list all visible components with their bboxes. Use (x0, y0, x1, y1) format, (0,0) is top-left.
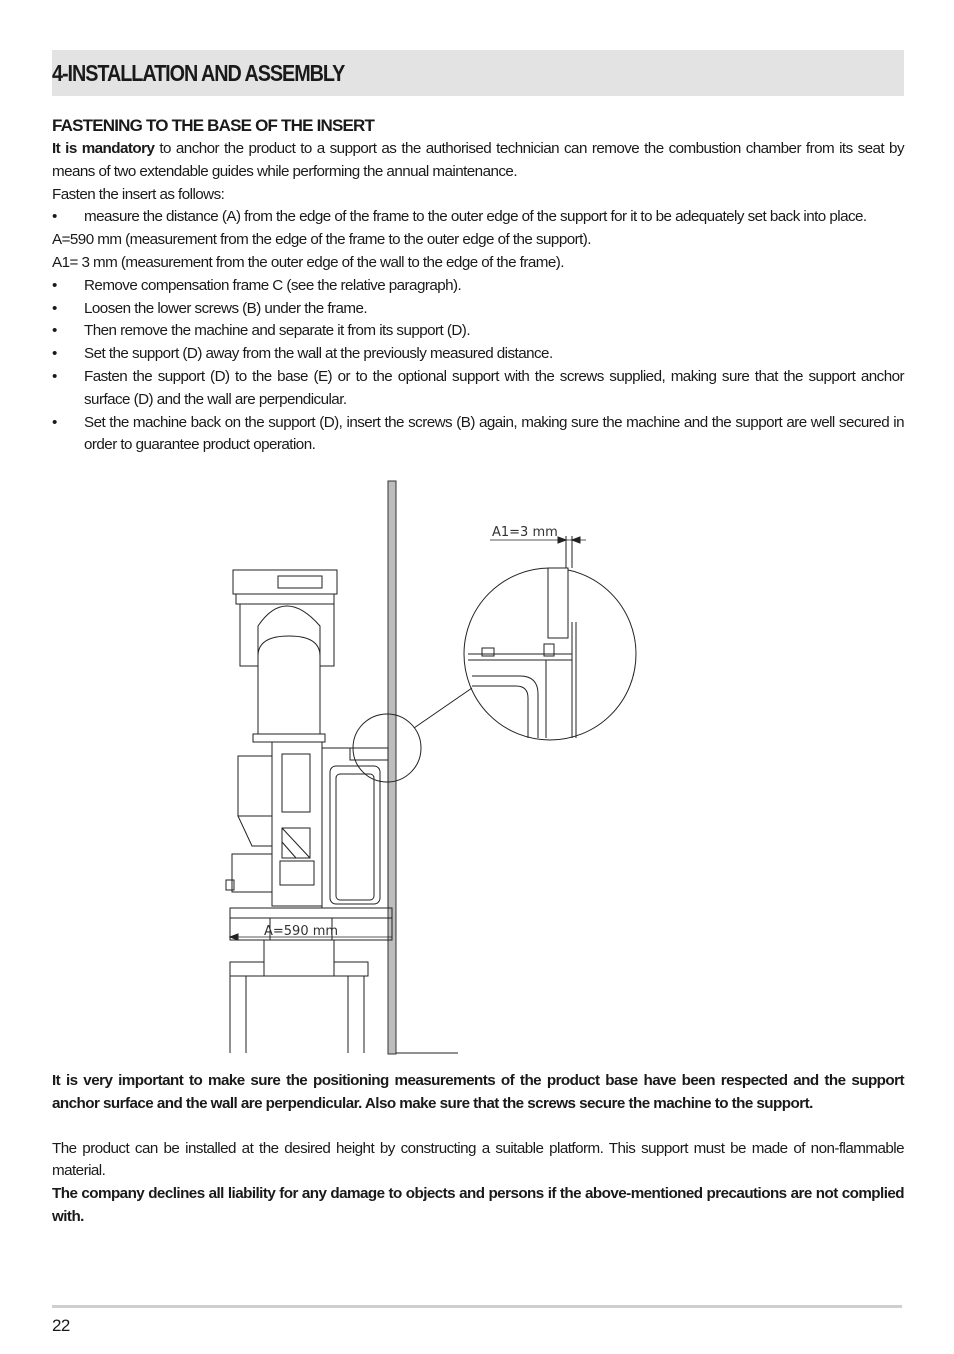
fastening-section (52, 114, 904, 457)
label-a: A=590 mm (264, 924, 339, 939)
important-note: It is very important to make sure the positioning measurements of the product base have been respected and the support anchor surface and the wall are perpendicular. Also make sure that the screws secure the machine to the support. (52, 1072, 904, 1112)
list-item: • Fasten the support (D) to the base (E) or to the optional support with the screws supplied, making sure that the support anchor surface (D) and the wall are perpendicular. (52, 366, 904, 412)
fasten-line: Fasten the insert as follows: (52, 185, 225, 203)
subsection-heading: FASTENING TO THE BASE OF THE INSERT (52, 116, 375, 135)
section-title: 4-INSTALLATION AND ASSEMBLY (52, 60, 345, 86)
steps-list (52, 275, 904, 457)
hood-top (233, 570, 337, 594)
flue-pipe (258, 666, 320, 734)
notes-section (52, 1070, 904, 1229)
list-item-measure: • measure the distance (A) from the edge of the frame to the outer edge of the support for it to be adequately set back into place. (52, 206, 904, 229)
list-item: • Loosen the lower screws (B) under the frame. (52, 298, 904, 321)
wall (388, 481, 396, 1054)
section-header-bar (52, 50, 904, 96)
installation-diagram (200, 476, 660, 1058)
page-number: 22 (52, 1316, 70, 1335)
liability-note: The company declines all liability for any damage to objects and persons if the above-mentioned precautions are not complied with. (52, 1185, 904, 1225)
list-item: • Set the machine back on the support (D), insert the screws (B) again, making sure the machine and the support are well secured in order to guarantee product operation. (52, 412, 904, 458)
list-item: • Set the support (D) away from the wall at the previously measured distance. (52, 343, 904, 366)
list-item: • Remove compensation frame C (see the relative paragraph). (52, 275, 904, 298)
measure-list (52, 206, 904, 229)
intro-paragraph (52, 138, 904, 184)
intro-rest: to anchor the product to a support as the authorised technician can remove the combustion chamber from its seat by means of two extendable guides while performing the annual maintenance. (52, 140, 904, 180)
platform-note: The product can be installed at the desired height by constructing a suitable platform. This support must be made of non-flammable material. (52, 1139, 904, 1180)
list-item: • Then remove the machine and separate it from its support (D). (52, 320, 904, 343)
support-base (230, 908, 392, 918)
a1-measurement-line: A1= 3 mm (measurement from the outer edge of the wall to the edge of the frame). (52, 253, 564, 271)
footer-rule (52, 1305, 902, 1308)
intro-bold: It is mandatory (52, 140, 155, 157)
a-measurement-line: A=590 mm (measurement from the edge of the frame to the outer edge of the support). (52, 231, 591, 249)
insert-frame (322, 748, 388, 908)
label-a1: A1=3 mm (492, 525, 558, 540)
